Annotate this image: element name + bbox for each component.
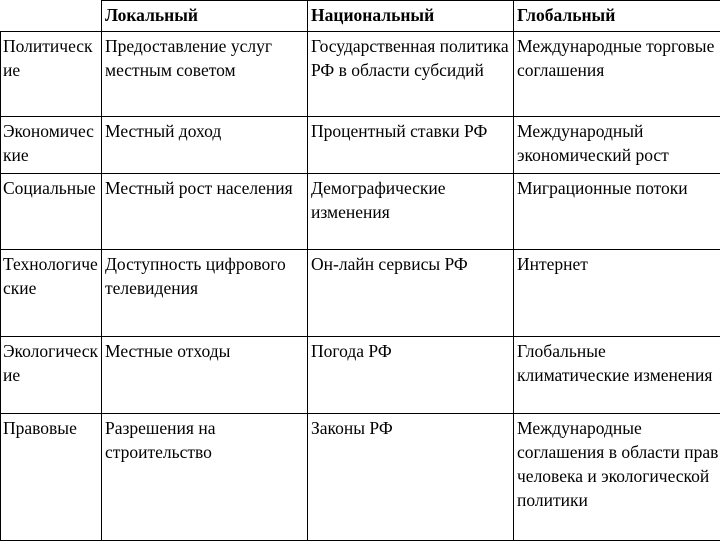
corner-cell — [1, 1, 102, 32]
cell-global: Международный экономический рост — [514, 117, 720, 174]
cell-local: Разрешения на строительство — [102, 414, 308, 541]
row-factor-political: Политические — [1, 32, 102, 117]
cell-local: Предоставление услуг местным советом — [102, 32, 308, 117]
header-row — [1, 1, 720, 32]
table-row — [1, 250, 720, 337]
row-factor-technological: Технологические — [1, 250, 102, 337]
table-row — [1, 117, 720, 174]
cell-global: Глобальные климатические изменения — [514, 337, 720, 414]
cell-national: Процентный ставки РФ — [308, 117, 514, 174]
cell-local: Местный доход — [102, 117, 308, 174]
cell-local: Местный рост населения — [102, 174, 308, 250]
cell-global: Международные соглашения в области прав человека и экологической политики — [514, 414, 720, 541]
header-global: Глобальный — [514, 1, 720, 32]
cell-national: Демографические изменения — [308, 174, 514, 250]
cell-national: Законы РФ — [308, 414, 514, 541]
cell-local: Доступность цифрового телевидения — [102, 250, 308, 337]
row-factor-economic: Экономические — [1, 117, 102, 174]
table-row — [1, 414, 720, 541]
cell-national: Государственная политика РФ в области субсидий — [308, 32, 514, 117]
cell-global: Интернет — [514, 250, 720, 337]
row-factor-social: Социальные — [1, 174, 102, 250]
table-row — [1, 337, 720, 414]
header-local: Локальный — [102, 1, 308, 32]
cell-global: Международные торговые соглашения — [514, 32, 720, 117]
cell-local: Местные отходы — [102, 337, 308, 414]
row-factor-legal: Правовые — [1, 414, 102, 541]
cell-national: Он-лайн сервисы РФ — [308, 250, 514, 337]
table-row — [1, 174, 720, 250]
header-national: Национальный — [308, 1, 514, 32]
cell-national: Погода РФ — [308, 337, 514, 414]
cell-global: Миграционные потоки — [514, 174, 720, 250]
row-factor-ecological: Экологические — [1, 337, 102, 414]
table-row — [1, 32, 720, 117]
